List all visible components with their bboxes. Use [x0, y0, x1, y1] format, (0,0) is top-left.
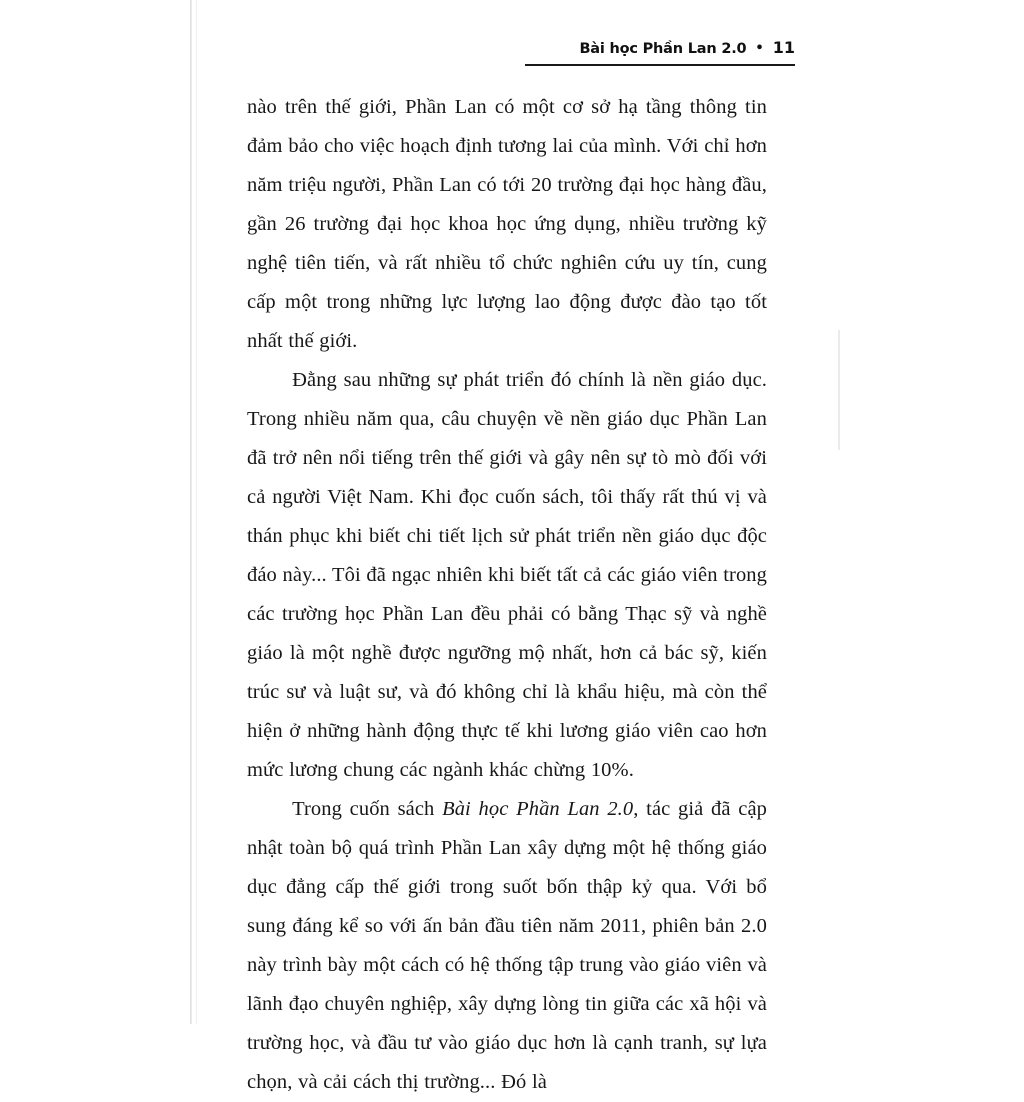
header-rule — [525, 64, 795, 66]
page-content — [205, 0, 845, 1093]
body-text — [247, 88, 767, 1102]
running-head — [525, 38, 795, 58]
paragraph-2: Đằng sau những sự phát triển đó chính là nền giáo dục. Trong nhiều năm qua, câu chuyện về nền giáo dục Phần Lan đã trở nên nổi tiếng trên thế giới và gây nên sự tò mò đối với cả người Việt Nam. Khi đọc cuốn sách, tôi thấy rất thú vị và thán phục khi biết chi tiết lịch sử phát triển nền giáo dục độc đáo này... Tôi đã ngạc nhiên khi biết tất cả các giáo viên trong các trường học Phần Lan đều phải có bằng Thạc sỹ và nghề giáo là một nghề được ngưỡng mộ nhất, hơn cả bác sỹ, kiến trúc sư và luật sư, và đó không chỉ là khẩu hiệu, mà còn thể hiện ở những hành động thực tế khi lương giáo viên cao hơn mức lương chung các ngành khác chừng 10%. — [247, 369, 767, 781]
paragraph-3-segment-lead: Trong cuốn sách — [292, 798, 443, 820]
book-gutter-shadow — [190, 0, 192, 1024]
page-number: 11 — [772, 38, 795, 57]
paragraph-3 — [247, 790, 767, 1102]
paragraph-1: nào trên thế giới, Phần Lan có một cơ sở hạ tầng thông tin đảm bảo cho việc hoạch định tương lai của mình. Với chỉ hơn năm triệu người, Phần Lan có tới 20 trường đại học hàng đầu, gần 26 trường đại học khoa học ứng dụng, nhiều trường kỹ nghệ tiên tiến, và rất nhiều tổ chức nghiên cứu uy tín, cung cấp một trong những lực lượng lao động được đào tạo tốt nhất thế giới. — [247, 96, 767, 352]
book-title-italic: Bài học Phần Lan 2.0 — [442, 798, 634, 820]
book-gutter-shadow-secondary — [196, 0, 197, 1024]
paragraph-3-segment-rest: , tác giả đã cập nhật toàn bộ quá trình Phần Lan xây dựng một hệ thống giáo dục đẳng cấp thế giới trong suốt bốn thập kỷ qua. Với bổ sung đáng kể so với ấn bản đầu tiên năm 2011, phiên bản 2.0 này trình bày một cách có hệ thống tập trung vào giáo viên và lãnh đạo chuyên nghiệp, xây dựng lòng tin giữa các xã hội và trường học, và đầu tư vào giáo dục hơn là cạnh tranh, sự lựa chọn, và cải cách thị trường... Đó là — [247, 798, 768, 1093]
running-head-title: Bài học Phần Lan 2.0 — [579, 41, 747, 57]
running-head-separator: • — [755, 41, 764, 56]
